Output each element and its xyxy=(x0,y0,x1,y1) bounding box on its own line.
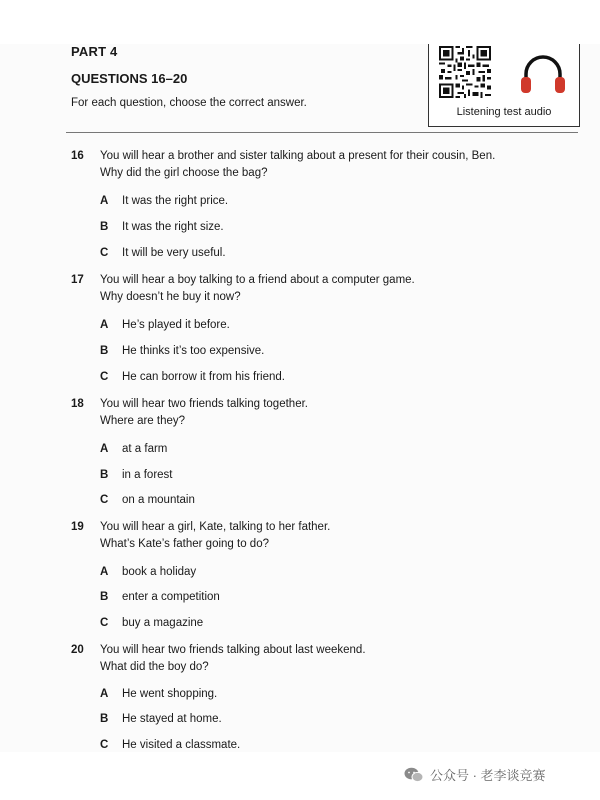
question-context: You will hear a girl, Kate, talking to her father. xyxy=(100,521,331,533)
question-prompt: What did the boy do? xyxy=(100,661,209,673)
option-letter[interactable]: C xyxy=(100,494,109,506)
option-letter[interactable]: B xyxy=(100,345,109,357)
option-letter[interactable]: A xyxy=(100,319,109,331)
option-text[interactable]: enter a competition xyxy=(122,591,220,603)
question-number: 17 xyxy=(71,274,84,286)
option-text[interactable]: He stayed at home. xyxy=(122,713,222,725)
watermark-text: 公众号 · 老李谈竞赛 xyxy=(430,768,546,783)
option-text[interactable]: on a mountain xyxy=(122,494,195,506)
option-text[interactable]: He’s played it before. xyxy=(122,319,230,331)
option-text[interactable]: book a holiday xyxy=(122,566,197,578)
question-number: 18 xyxy=(71,398,84,410)
option-text[interactable]: at a farm xyxy=(122,443,168,455)
watermark xyxy=(404,765,546,784)
option-letter[interactable]: A xyxy=(100,195,109,207)
headphones-icon[interactable] xyxy=(517,50,569,98)
question-number: 20 xyxy=(71,644,84,656)
option-text[interactable]: He visited a classmate. xyxy=(122,739,241,751)
option-letter[interactable]: C xyxy=(100,617,109,629)
question-context: You will hear a boy talking to a friend about a computer game. xyxy=(100,274,415,286)
option-letter[interactable]: B xyxy=(100,221,109,233)
listening-audio-label: Listening test audio xyxy=(456,106,552,118)
part-heading: PART 4 xyxy=(71,44,118,59)
option-text[interactable]: It was the right price. xyxy=(122,195,229,207)
option-letter[interactable]: B xyxy=(100,469,109,481)
divider-rule xyxy=(66,132,578,133)
question-number: 16 xyxy=(71,150,84,162)
option-letter[interactable]: C xyxy=(100,739,109,751)
question-prompt: What’s Kate’s father going to do? xyxy=(100,538,269,550)
questions-range-heading: QUESTIONS 16–20 xyxy=(71,71,188,86)
option-letter[interactable]: A xyxy=(100,443,109,455)
listening-audio-box[interactable] xyxy=(428,44,580,127)
option-letter[interactable]: B xyxy=(100,713,109,725)
option-text[interactable]: He went shopping. xyxy=(122,688,218,700)
option-letter[interactable]: A xyxy=(100,688,109,700)
option-letter[interactable]: A xyxy=(100,566,109,578)
option-text[interactable]: He thinks it’s too expensive. xyxy=(122,345,265,357)
question-prompt: Why did the girl choose the bag? xyxy=(100,167,268,179)
option-text[interactable]: buy a magazine xyxy=(122,617,204,629)
option-letter[interactable]: C xyxy=(100,371,109,383)
top-band xyxy=(0,0,600,44)
question-context: You will hear two friends talking about last weekend. xyxy=(100,644,366,656)
question-prompt: Where are they? xyxy=(100,415,186,427)
wechat-icon xyxy=(404,767,424,783)
option-text[interactable]: in a forest xyxy=(122,469,173,481)
option-text[interactable]: It will be very useful. xyxy=(122,247,226,259)
option-letter[interactable]: B xyxy=(100,591,109,603)
option-text[interactable]: It was the right size. xyxy=(122,221,224,233)
question-number: 19 xyxy=(71,521,84,533)
qr-code-icon[interactable] xyxy=(439,46,491,98)
option-letter[interactable]: C xyxy=(100,247,109,259)
question-prompt: Why doesn’t he buy it now? xyxy=(100,291,241,303)
question-context: You will hear a brother and sister talking about a present for their cousin, Ben. xyxy=(100,150,496,162)
option-text[interactable]: He can borrow it from his friend. xyxy=(122,371,285,383)
question-context: You will hear two friends talking together. xyxy=(100,398,308,410)
instructions-text: For each question, choose the correct answer. xyxy=(71,97,307,109)
